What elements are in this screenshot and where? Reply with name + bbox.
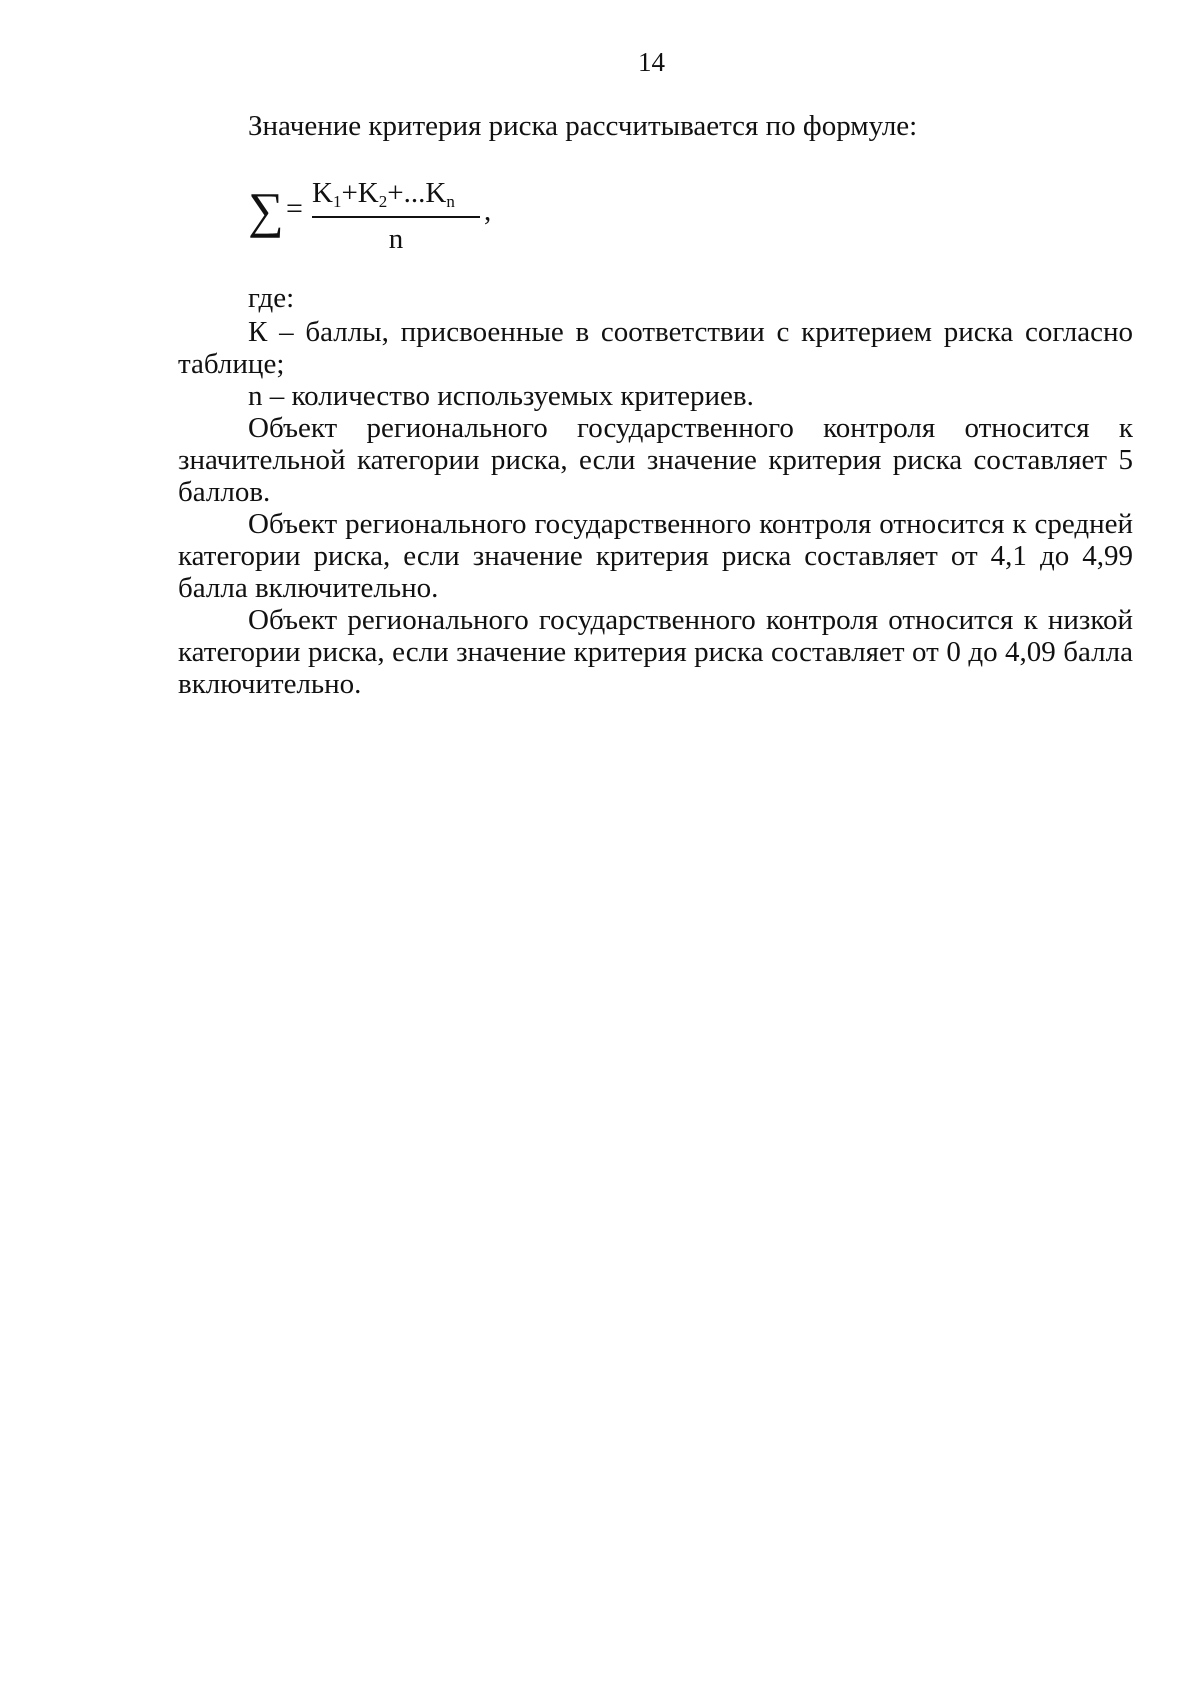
k-definition: К – баллы, присвоенные в соответствии с критерием риска согласно таблице; [178, 316, 1133, 380]
numerator-k2: +K [341, 177, 379, 209]
high-risk-paragraph: Объект регионального государственного контроля относится к значительной категории риска, если значение критерия риска составляет 5 баллов. [178, 412, 1133, 508]
formula-denominator: n [388, 223, 404, 255]
where-label: где: [248, 282, 295, 314]
n-definition: n – количество используемых критериев. [248, 380, 754, 412]
equals-sign: = [286, 192, 303, 225]
sigma-symbol: ∑ [248, 182, 284, 238]
body-text [178, 282, 1133, 700]
numerator-sub-2: 2 [378, 192, 388, 211]
numerator-k1: K [312, 177, 333, 209]
formula-comma: , [484, 195, 492, 227]
risk-formula [248, 175, 508, 265]
page-number: 14 [638, 47, 665, 77]
numerator-sub-1: 1 [332, 192, 342, 211]
formula-intro: Значение критерия риска рассчитывается по формуле: [248, 110, 918, 142]
low-risk-paragraph: Объект регионального государственного контроля относится к низкой категории риска, если значение критерия риска составляет от 0 до 4,09 балла включительно. [178, 604, 1133, 700]
formula-numerator [312, 175, 482, 220]
fraction-line [312, 216, 480, 218]
numerator-kn: +...K [387, 177, 447, 209]
medium-risk-paragraph: Объект регионального государственного контроля относится к средней категории риска, если значение критерия риска составляет от 4,1 до 4,99 балла включительно. [178, 508, 1133, 604]
numerator-sub-n: n [446, 192, 455, 211]
